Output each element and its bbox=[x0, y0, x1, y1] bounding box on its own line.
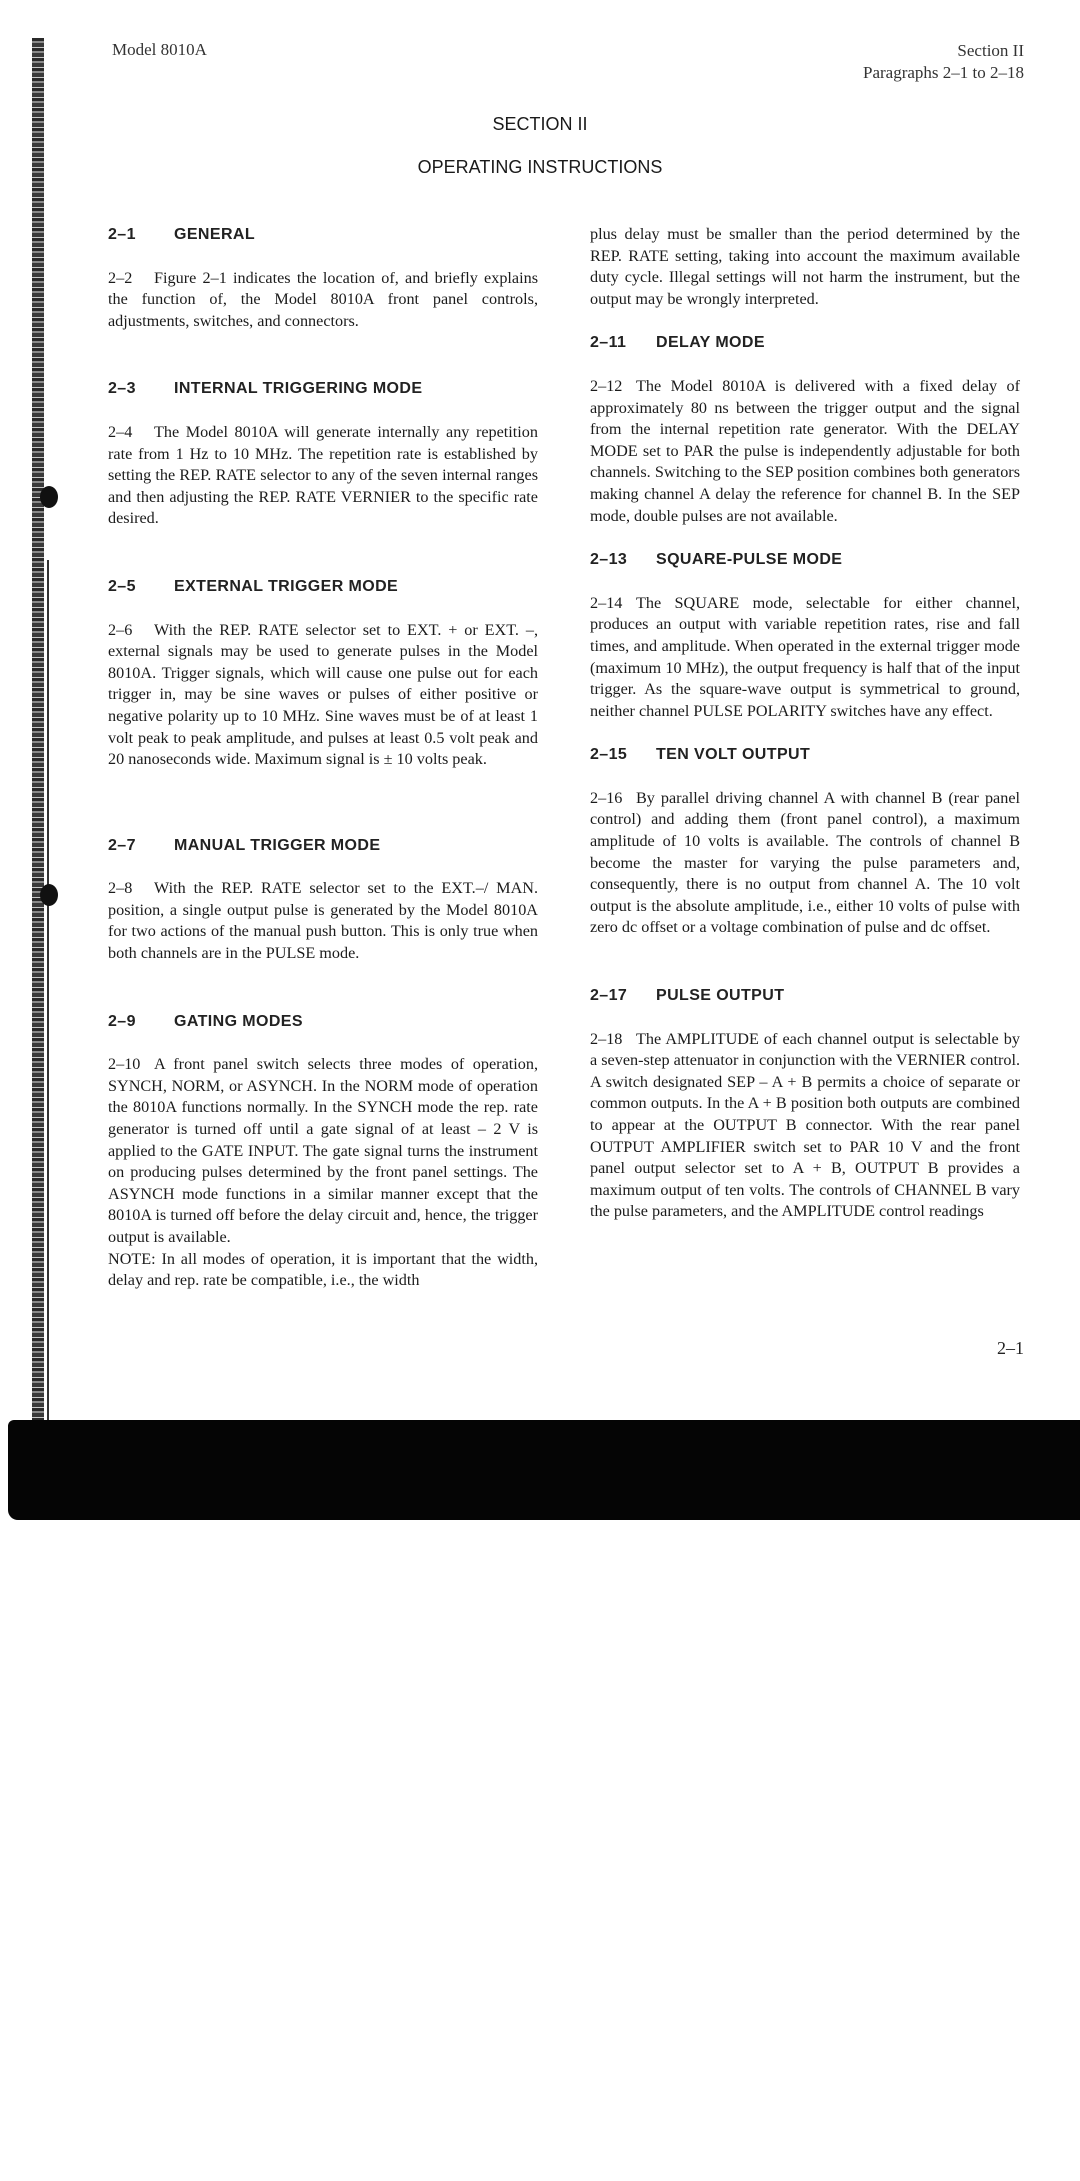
section-subtitle: OPERATING INSTRUCTIONS bbox=[417, 157, 663, 177]
paragraph-2-18: 2–18 The AMPLITUDE of each channel output is selectable by a seven-step attenuator in conjunction with the VERNIER control. A switch designated SEP – A + B permits a choice of separate or common outputs. In the A + B position both outputs are combined to appear at the OUTPUT B connector. With the rear panel OUTPUT AMPLIFIER switch set to PAR 10 V and the front panel output selector set to A + B, OUTPUT B provides a maximum output of ten volts. The controls of CHANNEL B vary the pulse parameters, and the AMPLITUDE control readings bbox=[590, 1029, 1020, 1221]
binding-edge bbox=[32, 38, 44, 1433]
punch-hole bbox=[40, 486, 58, 508]
page-number: 2–1 bbox=[997, 1338, 1024, 1358]
paragraph-2-14: 2–14 The SQUARE mode, selectable for either channel, produces an output with variable repetition rates, rise and fall times, and amplitude. When operated in the external trigger mode (maximum 10 MHz), the output frequency is half that of the input trigger. As the square-wave output is symmetrical to ground, neither channel PULSE POLARITY switches have any effect. bbox=[590, 593, 1020, 720]
paragraph-2-8: 2–8 With the REP. RATE selector set to the EXT.–/ MAN. position, a single output pulse is generated by the Model 8010A for two actions of the manual push button. This is only true when both channels are in the PULSE mode. bbox=[108, 879, 538, 963]
heading-2-9: 2–9 GATING MODES bbox=[108, 1012, 303, 1030]
paragraph-2-6: 2–6 With the REP. RATE selector set to EXT. + or EXT. –, external signals may be used to generate pulses in the Model 8010A. Trigger signals, which will cause one pulse out for each trigger in, may be sine waves or pulses of either positive or negative polarity up to 10 MHz. Sine waves must be of at least 1 volt peak to peak amplitude, and pulses at least 0.5 volt peak and 20 nanoseconds wide. Maximum signal is ± 10 volts peak. bbox=[108, 620, 538, 769]
right-column bbox=[590, 224, 1020, 1223]
punch-hole bbox=[40, 884, 58, 906]
heading-2-3: 2–3 INTERNAL TRIGGERING MODE bbox=[108, 380, 423, 398]
heading-2-7: 2–7 MANUAL TRIGGER MODE bbox=[108, 836, 381, 854]
binding-line bbox=[47, 560, 49, 1440]
paragraph-2-16: 2–16 By parallel driving channel A with channel B (rear panel control) and adding them (front panel control), a maximum amplitude of 10 volts is available. The controls of channel B become the master for varying the pulse parameters and, consequently, there is no output from channel A. The 10 volt output is the absolute amplitude, i.e., either 10 volts of pulse with zero dc offset or a voltage combination of pulse and dc offset. bbox=[590, 788, 1020, 937]
header-model: Model 8010A bbox=[112, 40, 207, 59]
header-paragraphs: Paragraphs 2–1 to 2–18 bbox=[862, 63, 1024, 82]
header-section: Section II bbox=[957, 41, 1024, 60]
heading-2-5: 2–5 EXTERNAL TRIGGER MODE bbox=[108, 577, 399, 595]
heading-2-1: 2–1 GENERAL bbox=[108, 226, 256, 243]
heading-2-15: 2–15 TEN VOLT OUTPUT bbox=[590, 746, 811, 764]
heading-2-11: 2–11 DELAY MODE bbox=[590, 334, 765, 352]
scan-black-band bbox=[8, 1420, 1080, 1520]
paragraph-continued: plus delay must be smaller than the period determined by the REP. RATE setting, taking into account the maximum available duty cycle. Illegal settings will not harm the instrument, but the output may be wrongly interpreted. bbox=[590, 225, 1020, 308]
paragraph-2-12: 2–12 The Model 8010A is delivered with a fixed delay of approximately 80 ns between the trigger output and the signal from the internal repetition rate generator. With the DELAY MODE set to PAR the pulse is independently adjustable for both channels. Switching to the SEP position combines both generators making channel A delay the reference for channel B. In the SEP mode, double pulses are not available. bbox=[590, 376, 1020, 525]
header-section-ref bbox=[863, 40, 1024, 84]
paragraph-2-4: 2–4 The Model 8010A will generate internally any repetition rate from 1 Hz to 10 MHz. The repetition rate is established by setting the REP. RATE selector to any of the seven internal ranges and then adjusting the REP. RATE VERNIER to the specific rate desired. bbox=[108, 422, 538, 528]
left-column bbox=[108, 224, 538, 1292]
heading-2-13: 2–13 SQUARE-PULSE MODE bbox=[590, 551, 843, 569]
heading-2-17: 2–17 PULSE OUTPUT bbox=[590, 987, 785, 1005]
paragraph-2-10: 2–10 A front panel switch selects three modes of operation, SYNCH, NORM, or ASYNCH. In the NORM mode of operation the 8010A functions normally. In the SYNCH mode the rep. rate generator is turned off until a gate signal of at least – 2 V is applied to the GATE INPUT. The gate signal turns the instrument on producing pulses determined by the front panel settings. The ASYNCH mode functions in a similar manner except that the 8010A is turned off before the delay circuit and, hence, the trigger output is available. bbox=[108, 1055, 538, 1246]
note: NOTE: In all modes of operation, it is important that the width, delay and rep. rate be compatible, i.e., the width bbox=[108, 1249, 538, 1290]
paragraph-2-2: 2–2 Figure 2–1 indicates the location of, and briefly explains the function of, the Model 8010A front panel controls, adjustments, switches, and connectors. bbox=[108, 268, 538, 330]
section-title: SECTION II bbox=[492, 114, 588, 134]
